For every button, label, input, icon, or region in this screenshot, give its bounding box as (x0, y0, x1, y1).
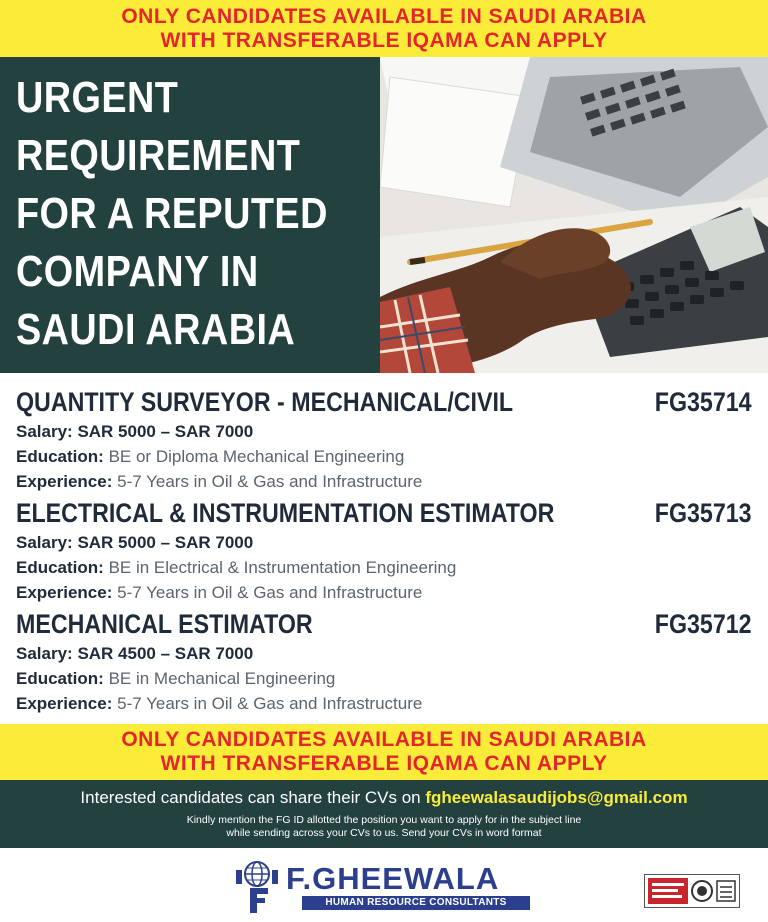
job-education (16, 666, 752, 691)
job-header (16, 385, 752, 419)
job-listing (16, 385, 752, 494)
job-salary (16, 419, 752, 444)
job-header (16, 607, 752, 641)
education-value: BE in Electrical & Instrumentation Engineering (108, 558, 457, 577)
job-experience (16, 691, 752, 716)
education-value: BE in Mechanical Engineering (108, 669, 336, 688)
calculator-illustration (380, 57, 768, 373)
contact-section (0, 780, 768, 848)
education-label: Education: (16, 447, 104, 466)
hero-title-line: URGENT (16, 73, 179, 122)
salary-label: Salary: (16, 533, 73, 552)
experience-label: Experience: (16, 472, 113, 491)
mid-banner-line-1: ONLY CANDIDATES AVAILABLE IN SAUDI ARABIA (121, 728, 647, 751)
hero-title-line: SAUDI ARABIA (16, 305, 296, 354)
experience-label: Experience: (16, 694, 113, 713)
job-title: QUANTITY SURVEYOR - MECHANICAL/CIVIL (16, 387, 514, 417)
hero-section (0, 57, 768, 373)
hero-title (16, 69, 376, 359)
education-label: Education: (16, 669, 104, 688)
education-label: Education: (16, 558, 104, 577)
education-value: BE or Diploma Mechanical Engineering (108, 447, 405, 466)
experience-value: 5-7 Years in Oil & Gas and Infrastructure (117, 583, 423, 602)
bottom-eligibility-banner (0, 724, 768, 780)
experience-value: 5-7 Years in Oil & Gas and Infrastructure (117, 472, 423, 491)
salary-value: SAR 4500 – SAR 7000 (77, 644, 254, 663)
job-listing (16, 496, 752, 605)
job-fg-id: FG35712 (655, 609, 752, 639)
job-salary (16, 530, 752, 555)
contact-intro: Interested candidates can share their CVs on (80, 788, 426, 807)
job-title: MECHANICAL ESTIMATOR (16, 609, 313, 639)
hero-title-line: COMPANY IN (16, 247, 259, 296)
contact-note (0, 814, 768, 840)
job-fg-id: FG35714 (655, 387, 752, 417)
job-experience (16, 469, 752, 494)
experience-value: 5-7 Years in Oil & Gas and Infrastructure (117, 694, 423, 713)
globe-f-logo-icon (234, 858, 280, 914)
hero-title-line: FOR A REPUTED (16, 189, 328, 238)
job-education (16, 555, 752, 580)
salary-label: Salary: (16, 422, 73, 441)
job-listing (16, 607, 752, 716)
top-banner-line-1: ONLY CANDIDATES AVAILABLE IN SAUDI ARABIA (121, 5, 647, 28)
job-salary (16, 641, 752, 666)
top-banner-line-2: WITH TRANSFERABLE IQAMA CAN APPLY (160, 29, 608, 52)
top-eligibility-banner (0, 0, 768, 57)
job-listings (0, 373, 768, 724)
job-header (16, 496, 752, 530)
accountant-calculator-photo (380, 57, 768, 373)
job-title: ELECTRICAL & INSTRUMENTATION ESTIMATOR (16, 498, 555, 528)
brand-name: F.GHEEWALA (286, 861, 500, 896)
hero-title-line: REQUIREMENT (16, 131, 301, 180)
certification-badge-icon (644, 874, 740, 908)
contact-email-link[interactable]: fgheewalasaudijobs@gmail.com (425, 788, 688, 807)
experience-label: Experience: (16, 583, 113, 602)
contact-line (0, 780, 768, 808)
brand-tagline: HUMAN RESOURCE CONSULTANTS (302, 896, 530, 910)
footer-branding (0, 848, 768, 922)
job-fg-id: FG35713 (655, 498, 752, 528)
salary-label: Salary: (16, 644, 73, 663)
contact-note-line: while sending across your CVs to us. Send your CVs in word format (226, 827, 542, 839)
job-education (16, 444, 752, 469)
salary-value: SAR 5000 – SAR 7000 (77, 533, 254, 552)
job-experience (16, 580, 752, 605)
contact-note-line: Kindly mention the FG ID allotted the position you want to apply for in the subject line (186, 814, 582, 826)
mid-banner-line-2: WITH TRANSFERABLE IQAMA CAN APPLY (160, 752, 608, 775)
salary-value: SAR 5000 – SAR 7000 (77, 422, 254, 441)
